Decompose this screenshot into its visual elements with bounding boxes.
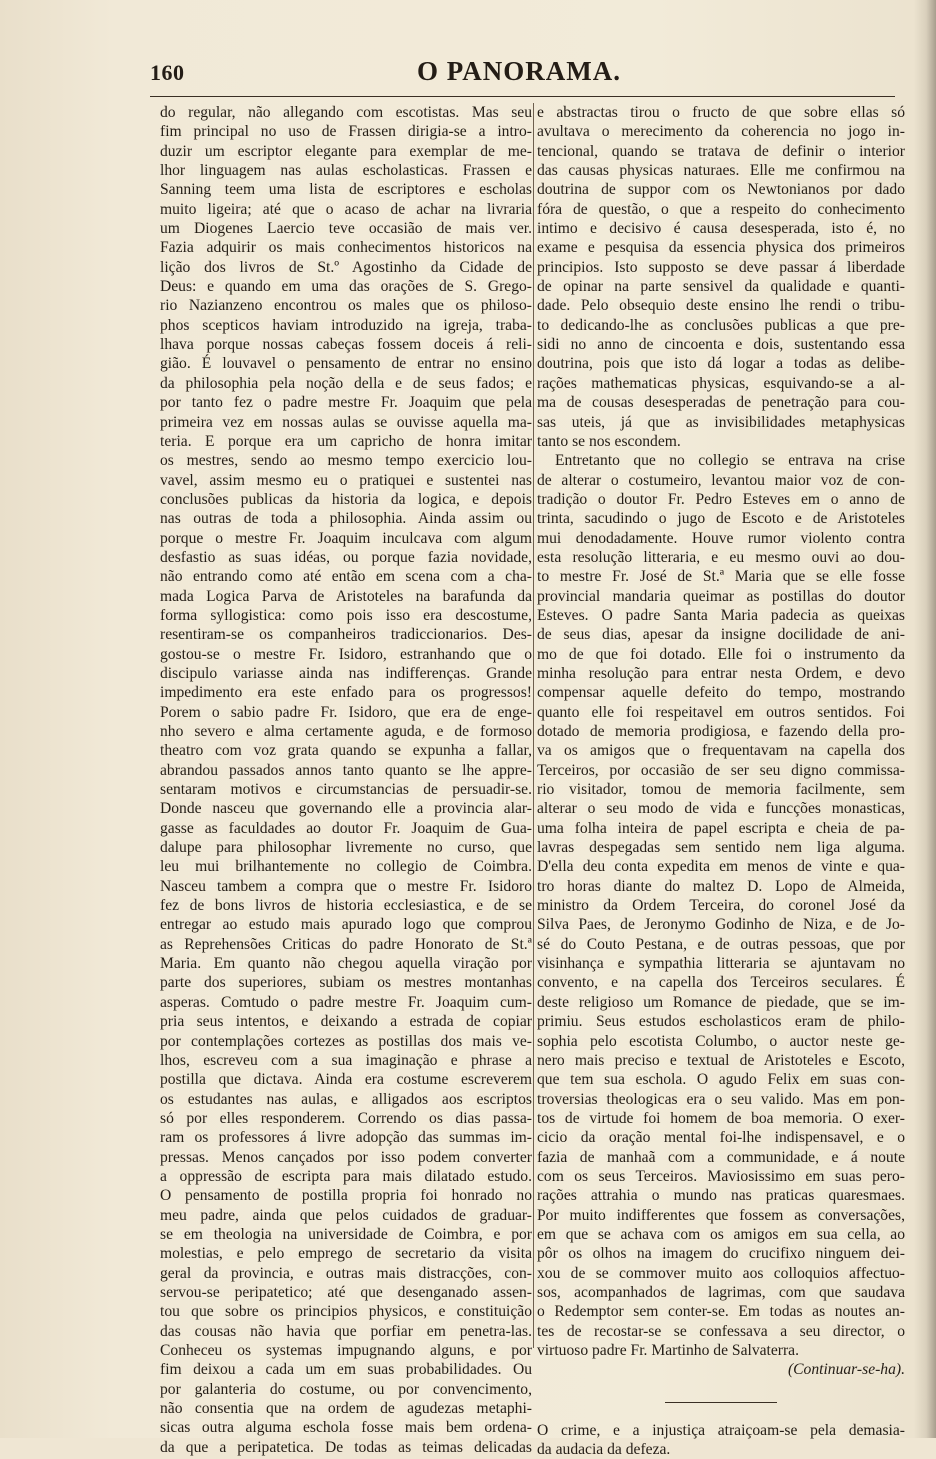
text-line: principios. Isto supposto se deve passar á liberdade xyxy=(537,258,905,276)
text-line: impedimento era este enfado para os progressos! xyxy=(160,684,532,702)
text-line: to dedicando-lhe as conclusões publicas a que pre- xyxy=(537,316,905,334)
text-line: tou que sobre os principios physicos, e constituição xyxy=(160,1303,532,1321)
text-line: leu mui brilhantemente no collegio de Coimbra. xyxy=(160,858,532,876)
text-line: minha resolução para entrar nesta Ordem, e devo xyxy=(537,664,905,682)
text-line: abrandou passados annos tanto quanto se lhe appre- xyxy=(160,761,532,779)
text-line: Deus: e quando em uma das orações de S. Grego- xyxy=(160,278,532,296)
text-line: Silva Paes, de Jeronymo Godinho de Niza, e de Jo- xyxy=(537,916,905,934)
text-line: sophia pelo escotista Columbo, o auctor neste ge- xyxy=(537,1032,905,1050)
text-line: pôr os olhos na imagem do crucifixo ninguem dei- xyxy=(537,1245,905,1263)
text-line: mo de que foi dotado. Elle foi o instrumento da xyxy=(537,645,905,663)
text-line: vavel, assim mesmo eu o pratiquei e sustentei nas xyxy=(160,471,532,489)
text-line: sos, acompanhados de lagrimas, com que saudava xyxy=(537,1283,905,1301)
text-line: lavras despegadas sem sentido nem liga alguma. xyxy=(537,839,905,857)
text-line: nero mais preciso e textual de Aristoteles e Escoto, xyxy=(537,1051,905,1069)
text-line: Fazia adquirir os mais conhecimentos historicos na xyxy=(160,239,532,257)
text-line: theatro com voz grata quando se expunha a fallar, xyxy=(160,742,532,760)
text-line: por tanto fez o padre mestre Fr. Joaquim que pela xyxy=(160,394,532,412)
text-line: visinhança e sympathia litteraria se ajuntavam no xyxy=(537,955,905,973)
text-line: compensar aquelle defeito do tempo, mostrando xyxy=(537,684,905,702)
text-line: tes de recostar-se se confessava a seu director, o xyxy=(537,1322,905,1340)
text-line: O crime, e a injustiça atraiçoam-se pela demasia- xyxy=(537,1421,905,1439)
text-line: um Diogenes Laercio teve occasião de mais ver. xyxy=(160,220,532,238)
text-line: D'ella deu conta expedita em menos de vinte e qua- xyxy=(537,858,905,876)
text-line: das cousas não havia que porfiar em penetra-las. xyxy=(160,1322,532,1340)
text-line: tencional, quando se tratava de definir o interior xyxy=(537,142,905,160)
text-line: asperas. Comtudo o padre mestre Fr. Joaquim cum- xyxy=(160,993,532,1011)
text-line: que tem sua eschola. O agudo Felix em suas con- xyxy=(537,1071,905,1089)
text-line: rações mathematicas physicas, esquivando-se a al- xyxy=(537,374,905,392)
text-line: em que se achava com os amigos em sua cella, ao xyxy=(537,1225,905,1243)
text-line: troversias theologicas era o seu valido. Mas em pon- xyxy=(537,1090,905,1108)
text-line: cicio da oração mental foi-lhe indispensavel, e o xyxy=(537,1129,905,1147)
text-line: esta resolução litteraria, e eu mesmo ouvi ao dou- xyxy=(537,548,905,566)
text-line: meu padre, ainda que pelos cuidados de graduar- xyxy=(160,1206,532,1224)
text-line: geral da provincia, e outras mais distracções, con- xyxy=(160,1264,532,1282)
text-line: quanto elle foi respeitavel em outros sentidos. Foi xyxy=(537,703,905,721)
left-column xyxy=(160,103,532,1457)
text-line: sidi no anno de cincoenta e dois, sustentando essa xyxy=(537,336,905,354)
text-line: sentaram motivos e circumstancias de persuadir-se. xyxy=(160,781,532,799)
text-line: exame e pesquisa da essencia physica dos primeiros xyxy=(537,239,905,257)
text-line: rio visitador, tomou de memoria facilmente, sem xyxy=(537,781,905,799)
text-line: intimo e decisivo é causa desesperada, isto é, no xyxy=(537,220,905,238)
text-line: conclusões publicas da historia da logica, e depois xyxy=(160,490,532,508)
text-line: dalupe para philosophar livremente no curso, que xyxy=(160,839,532,857)
text-line: duzir um escriptor elegante para exemplar de me- xyxy=(160,142,532,160)
text-line: gião. É louvavel o pensamento de entrar no ensino xyxy=(160,355,532,373)
page-edge-shadow xyxy=(914,0,936,1438)
text-line: resentiram-se os companheiros tradiccionarios. Des- xyxy=(160,626,532,644)
text-line: muito ligeira; até que o acaso de achar na livraria xyxy=(160,200,532,218)
text-line: ram os professores á livre adopção das summas im- xyxy=(160,1129,532,1147)
text-line: fim deixou a cada um em suas probabilidades. Ou xyxy=(160,1361,532,1379)
header-rule xyxy=(150,96,895,97)
text-line: Esteves. O padre Santa Maria padecia as queixas xyxy=(537,606,905,624)
text-line: dotado de memoria prodigiosa, e fazendo della pro- xyxy=(537,723,905,740)
text-line: forma syllogistica: como pois isso era descostume, xyxy=(160,606,532,624)
text-line: desfastio as suas idéas, ou porque fazia novidade, xyxy=(160,548,532,566)
text-line: pria seus intentos, e deixando a estrada de copiar xyxy=(160,1013,532,1031)
text-line: não consentia que na ordem de agudezas metaphi- xyxy=(160,1400,532,1418)
text-line: tradição o doutor Fr. Pedro Esteves em o anno de xyxy=(537,490,905,508)
text-line: por contemplações cortezes as postillas dos mais ve- xyxy=(160,1032,532,1050)
text-line: de opinar na parte sensivel da qualidade e quanti- xyxy=(537,278,905,296)
text-line: sicas outra alguma eschola fosse mais bem ordena- xyxy=(160,1419,532,1437)
text-line: primeira vez em nossas aulas se ouvisse aquella ma- xyxy=(160,413,532,431)
text-line: rio Nazianzeno encontrou os males que os philoso- xyxy=(160,297,532,315)
text-line: da audacia da defeza. xyxy=(537,1441,671,1459)
page-number: 160 xyxy=(150,60,185,85)
text-line: porque o mestre Fr. Joaquim inculcava com algum xyxy=(160,529,532,547)
text-line: fez de bons livros de historia ecclesiastica, e de se xyxy=(160,897,532,915)
text-line: xou de se commover muito aos colloquios affectuo- xyxy=(537,1264,905,1282)
text-line: doutrina, pois que isto dá logar a todas as delibe- xyxy=(537,355,905,373)
text-line: virtuoso padre Fr. Martinho de Salvaterra. xyxy=(537,1342,799,1359)
text-line: mada Logica Parva de Aristoteles na barafunda da xyxy=(160,587,532,605)
text-line: provincial mandaria queimar as postillas do doutor xyxy=(537,587,905,605)
text-line: lhor linguagem nas aulas escholasticas. Frassen e xyxy=(160,162,532,180)
text-line: nas outras de toda a philosophia. Ainda assim ou xyxy=(160,510,532,528)
text-line: da que a peripatetica. De todas as teimas delicadas xyxy=(160,1438,532,1456)
text-line: se em theologia na universidade de Coimbra, e por xyxy=(160,1225,532,1243)
text-line: tanto se nos escondem. xyxy=(537,432,681,450)
text-line: lhava porque nossas cabeças fossem doceis á reli- xyxy=(160,336,532,354)
text-line: Entretanto que no collegio se entrava na crise xyxy=(555,452,905,470)
text-line: ministro da Ordem Terceira, do coronel José da xyxy=(537,897,905,915)
text-line: primiu. Seus estudos escholasticos eram de philo- xyxy=(537,1013,905,1031)
text-line: trinta, sacudindo o jugo de Escoto e de Aristoteles xyxy=(537,510,905,528)
text-line: não entrando como até então em scena com a cha- xyxy=(160,568,532,586)
text-line: pressas. Menos cançados por isso podem converter xyxy=(160,1148,532,1166)
text-line: convento, e na capella dos Terceiros seculares. É xyxy=(537,974,905,992)
text-line: da philosophia pela noção della e de seus fados; e xyxy=(160,374,532,392)
text-line: fazia de manhaã com a communidade, e á noute xyxy=(537,1148,905,1166)
text-line: Maria. Em quanto não chegou aquella viração por xyxy=(160,955,532,973)
text-line: postilla que dictava. Ainda era costume escreverem xyxy=(160,1071,532,1089)
continuation-signature: (Continuar-se-ha). xyxy=(787,1361,905,1379)
text-line: de seus dias, apesar da insigne docilidade de ani- xyxy=(537,626,905,644)
text-line: a oppressão de escripta para mais dilatado estudo. xyxy=(160,1167,532,1185)
text-line: só por elles responderem. Correndo os dias passa- xyxy=(160,1109,532,1127)
text-line: de alterar o costumeiro, levantou maior voz de con- xyxy=(537,471,905,489)
text-line: molestias, e pelo emprego de secretario da visita xyxy=(160,1245,532,1263)
text-line: o Redemptor sem conter-se. Em todas as noutes an- xyxy=(537,1303,905,1321)
text-line: to mestre Fr. José de St.ª Maria que se elle fosse xyxy=(537,568,905,586)
text-line: Porem o sabio padre Fr. Isidoro, que era de enge- xyxy=(160,703,532,721)
text-line: phos scepticos haviam introduzido na igreja, traba- xyxy=(160,316,532,334)
text-line: va os amigos que o frequentavam na capella dos xyxy=(537,742,905,760)
text-line: por galanteria do costume, ou por convencimento, xyxy=(160,1380,532,1398)
text-line: servou-se peripatetico; até que desenganado assen- xyxy=(160,1283,532,1301)
text-line: parte dos superiores, subiam os mestres montanhas xyxy=(160,974,532,992)
text-line: dade. Pelo obsequio deste ensino lhe rendi o tribu- xyxy=(537,297,905,315)
text-line: os estudantes nas aulas, e alligados aos escriptos xyxy=(160,1090,532,1108)
text-line: e abstractas tirou o fructo de que sobre ellas só xyxy=(537,104,905,121)
text-line: Nasceu tambem a compra que o mestre Fr. Isidoro xyxy=(160,877,532,895)
text-line: Sanning teem uma lista de escriptores e escholas xyxy=(160,181,532,199)
column-divider xyxy=(533,103,534,1348)
text-line: lhos, escreveu com a sua imaginação e phrase a xyxy=(160,1051,532,1069)
section-rule xyxy=(665,1402,777,1403)
text-line: nho severo e alma certamente aguda, e de formoso xyxy=(160,723,532,740)
text-line: rações attrahia o mundo nas praticas quaresmaes. xyxy=(537,1187,905,1205)
text-line: das causas physicas naturaes. Elle me confirmou na xyxy=(537,162,905,180)
text-line: Terceiros, por occasião de ser seu digno commissa- xyxy=(537,761,905,779)
text-line: avultava o merecimento da coherencia no jogo in- xyxy=(537,123,905,141)
text-line: tro horas diante do maltez D. Lopo de Almeida, xyxy=(537,877,905,895)
text-line: sas uteis, já que as invisibilidades metaphysicas xyxy=(537,413,905,431)
journal-title: O PANORAMA. xyxy=(417,56,621,86)
text-line: alterar o seu modo de vida e funcções monasticas, xyxy=(537,800,905,818)
text-line: Donde nasceu que governando elle a provincia alar- xyxy=(160,800,532,818)
text-line: do regular, não allegando com escotistas. Mas seu xyxy=(160,104,532,121)
text-line: discipulo variasse ainda nas indifferenças. Grande xyxy=(160,664,532,682)
text-line: as Reprehensões Criticas do padre Honorato de St.ª xyxy=(160,935,532,953)
right-column xyxy=(537,103,905,1459)
text-line: os mestres, sendo ao mesmo tempo exercicio lou- xyxy=(160,452,532,470)
text-line: fóra de questão, o que a respeito do conhecimento xyxy=(537,200,905,218)
text-line: com os seus Terceiros. Maviosissimo em suas pero- xyxy=(537,1167,905,1185)
text-line: tos de virtude foi homem de boa memoria. O exer- xyxy=(537,1109,905,1127)
text-line: gasse as faculdades ao doutor Fr. Joaquim de Gua- xyxy=(160,819,532,837)
text-line: doutrina de suppor com os Newtonianos por dado xyxy=(537,181,905,199)
text-line: teria. E porque era um capricho de honra imitar xyxy=(160,432,532,450)
text-line: sé do Couto Pestana, e de outras pessoas, que por xyxy=(537,935,905,953)
text-line: Conheceu os systemas impugnando alguns, e por xyxy=(160,1342,532,1359)
text-line: ma de cousas desesperadas de penetração para cou- xyxy=(537,394,905,412)
text-line: Por muito indifferentes que fossem as conversações, xyxy=(537,1206,905,1224)
text-line: lição dos livros de St.º Agostinho da Cidade de xyxy=(160,258,532,276)
text-line: entregar ao estudo mais apurado logo que comprou xyxy=(160,916,532,934)
text-line: deste religioso um Romance de piedade, que se im- xyxy=(537,993,905,1011)
text-line: gostou-se o mestre Fr. Isidoro, estranhando que o xyxy=(160,645,532,663)
text-line: mui denodadamente. Houve rumor violento contra xyxy=(537,529,905,547)
text-line: uma folha inteira de papel escripta e cheia de pa- xyxy=(537,819,905,837)
page-header xyxy=(150,56,888,90)
text-line: fim principal no uso de Frassen dirigia-se a intro- xyxy=(160,123,532,141)
text-line: O pensamento de postilla propria foi honrado no xyxy=(160,1187,532,1205)
